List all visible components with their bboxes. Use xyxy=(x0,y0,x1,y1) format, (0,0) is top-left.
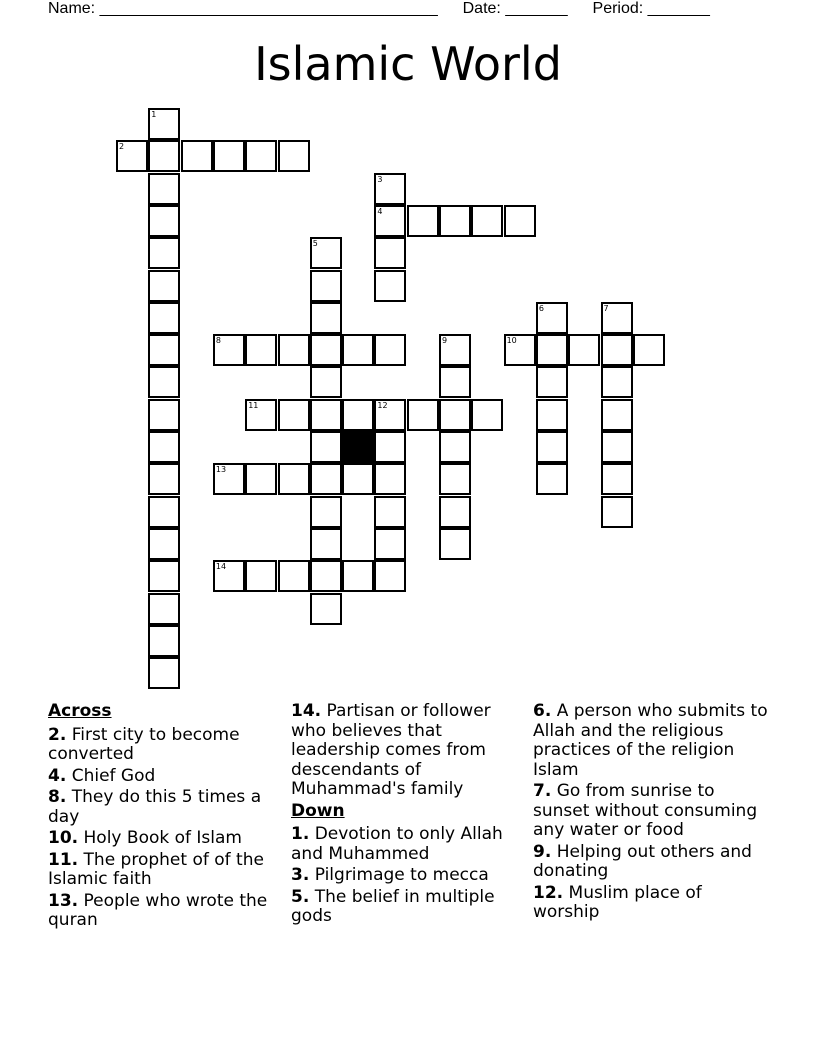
clue xyxy=(533,884,773,923)
clue-text: The prophet of of the Islamic faith xyxy=(48,849,264,889)
clue-number-label: 14. xyxy=(291,701,322,721)
clue-number-label: 2. xyxy=(48,724,67,745)
crossword-cell[interactable] xyxy=(310,270,342,302)
crossword-cell[interactable] xyxy=(601,366,633,398)
crossword-cell[interactable] xyxy=(568,334,600,366)
crossword-cell[interactable] xyxy=(310,496,342,528)
crossword-cell[interactable] xyxy=(148,496,180,528)
page-title: Islamic World xyxy=(254,37,562,91)
crossword-cell[interactable] xyxy=(148,528,180,560)
clue-number-label: 5. xyxy=(291,886,310,907)
clue xyxy=(291,702,516,800)
crossword-cell[interactable] xyxy=(310,237,342,269)
crossword-cell[interactable] xyxy=(536,399,568,431)
crossword-cell[interactable] xyxy=(439,463,471,495)
crossword-cell[interactable] xyxy=(601,496,633,528)
crossword-cell[interactable] xyxy=(278,140,310,172)
clue-number: 12 xyxy=(377,400,388,410)
clue-number-label: 12. xyxy=(533,882,564,903)
crossword-cell[interactable] xyxy=(148,463,180,495)
crossword-cell[interactable] xyxy=(374,173,406,205)
clue xyxy=(48,767,273,787)
clue-number-label: 6. xyxy=(533,701,552,721)
crossword-cell[interactable] xyxy=(278,399,310,431)
crossword-cell[interactable] xyxy=(148,334,180,366)
crossword-cell[interactable] xyxy=(374,399,406,431)
crossword-cell[interactable] xyxy=(148,302,180,334)
crossword-cell[interactable] xyxy=(148,173,180,205)
crossword-cell[interactable] xyxy=(213,463,245,495)
clue-number: 14 xyxy=(215,562,227,572)
crossword-cell[interactable] xyxy=(310,366,342,398)
clue-number: 3 xyxy=(377,174,383,184)
clue-number-label: 13. xyxy=(48,890,79,911)
crossword-cell[interactable] xyxy=(471,205,503,237)
clue-number: 7 xyxy=(603,303,609,313)
clue-text: Pilgrimage to mecca xyxy=(309,865,489,885)
clue-text: Go from sunrise to sunset without consuming any water or food xyxy=(533,781,758,840)
crossword-cell[interactable] xyxy=(439,205,471,237)
crossword-cell[interactable] xyxy=(601,334,633,366)
crossword-cell[interactable] xyxy=(245,399,277,431)
clue-text: Holy Book of Islam xyxy=(78,828,242,848)
crossword-cell[interactable] xyxy=(439,496,471,528)
crossword-cell[interactable] xyxy=(310,593,342,625)
crossword-cell[interactable] xyxy=(310,560,342,592)
clue-number-label: 7. xyxy=(533,781,552,801)
clue-number-label: 3. xyxy=(291,865,310,885)
crossword-cell[interactable] xyxy=(278,334,310,366)
clue-number: 6 xyxy=(538,303,544,313)
crossword-cell[interactable] xyxy=(148,270,180,302)
clue-number: 11 xyxy=(248,400,259,410)
crossword-cell[interactable] xyxy=(148,140,180,172)
crossword-cell[interactable] xyxy=(278,463,310,495)
clue-text: Muslim place of worship xyxy=(533,882,702,922)
crossword-cell[interactable] xyxy=(213,140,245,172)
crossword-cell[interactable] xyxy=(148,593,180,625)
crossword-cell[interactable] xyxy=(342,334,374,366)
crossword-cell[interactable] xyxy=(148,399,180,431)
crossword-cell[interactable] xyxy=(439,366,471,398)
clues-column-3 xyxy=(533,702,773,925)
crossword-cell[interactable] xyxy=(342,399,374,431)
clue xyxy=(291,825,516,864)
crossword-cell[interactable] xyxy=(374,528,406,560)
across-clue-list-continued xyxy=(291,702,516,800)
crossword-cell[interactable] xyxy=(601,399,633,431)
crossword-cell[interactable] xyxy=(439,528,471,560)
crossword-cell[interactable] xyxy=(407,399,439,431)
crossword-cell[interactable] xyxy=(116,140,148,172)
crossword-cell[interactable] xyxy=(536,366,568,398)
worksheet-header xyxy=(48,0,710,18)
crossword-cell[interactable] xyxy=(342,560,374,592)
clue-text: Helping out others and donating xyxy=(533,841,752,881)
clue-number-label: 11. xyxy=(48,849,79,870)
crossword-cell[interactable] xyxy=(374,560,406,592)
crossword-cell[interactable] xyxy=(181,140,213,172)
crossword-cell[interactable] xyxy=(310,431,342,463)
clue xyxy=(533,782,773,841)
crossword-cell[interactable] xyxy=(342,463,374,495)
crossword-cell[interactable] xyxy=(245,334,277,366)
crossword-cell[interactable] xyxy=(471,399,503,431)
across-heading: Across xyxy=(48,701,112,721)
clue-number: 2 xyxy=(119,142,125,152)
crossword-cell[interactable] xyxy=(439,334,471,366)
crossword-cell[interactable] xyxy=(148,237,180,269)
clue xyxy=(533,702,773,780)
clue xyxy=(48,829,273,849)
down-clue-list xyxy=(291,825,516,927)
crossword-cell[interactable] xyxy=(310,463,342,495)
crossword-cell[interactable] xyxy=(310,302,342,334)
clue-text: A person who submits to Allah and the religious practices of the religion Islam xyxy=(533,701,768,780)
clue-number-label: 4. xyxy=(48,765,67,786)
crossword-cell[interactable] xyxy=(374,334,406,366)
crossword-cell[interactable] xyxy=(245,140,277,172)
clue xyxy=(291,866,516,886)
clue-number: 9 xyxy=(442,336,448,346)
clue-text: First city to become converted xyxy=(48,724,240,764)
crossword-cell[interactable] xyxy=(374,463,406,495)
crossword-cell[interactable] xyxy=(536,463,568,495)
clue-number: 10 xyxy=(506,336,517,346)
crossword-cell[interactable] xyxy=(148,108,180,140)
across-clue-list xyxy=(48,726,273,931)
crossword-block xyxy=(342,431,374,463)
crossword-cell[interactable] xyxy=(148,625,180,657)
clue xyxy=(48,892,273,931)
crossword-cell[interactable] xyxy=(278,560,310,592)
clue-number-label: 8. xyxy=(48,787,67,807)
clue xyxy=(48,788,273,827)
clue-text: The belief in multiple gods xyxy=(291,886,495,926)
clue xyxy=(291,888,516,927)
clue-text: People who wrote the quran xyxy=(48,890,268,930)
crossword-grid xyxy=(117,109,669,693)
name-field-label: Name: ______________________________________ xyxy=(48,0,438,17)
crossword-cell[interactable] xyxy=(245,560,277,592)
crossword-cell[interactable] xyxy=(439,431,471,463)
crossword-cell[interactable] xyxy=(148,431,180,463)
crossword-cell[interactable] xyxy=(633,334,665,366)
clue-number-label: 10. xyxy=(48,828,79,848)
clue-number: 5 xyxy=(312,239,318,249)
crossword-cell[interactable] xyxy=(439,399,471,431)
crossword-cell[interactable] xyxy=(310,528,342,560)
clue-number: 13 xyxy=(215,465,227,475)
clue-number: 8 xyxy=(215,336,221,346)
crossword-cell[interactable] xyxy=(374,205,406,237)
period-field-label: Period: _______ xyxy=(592,0,710,17)
clue-text: They do this 5 times a day xyxy=(48,787,262,827)
clue xyxy=(48,726,273,765)
clue-text: Chief God xyxy=(66,765,156,786)
clue-number-label: 9. xyxy=(533,841,552,862)
crossword-cell[interactable] xyxy=(148,657,180,689)
down-heading: Down xyxy=(291,800,345,821)
crossword-cell[interactable] xyxy=(407,205,439,237)
clue-text: Partisan or follower who believes that leadership comes from descendants of Muhammad's family xyxy=(291,701,491,799)
crossword-cell[interactable] xyxy=(504,334,536,366)
clue-number: 1 xyxy=(151,110,157,119)
crossword-cell[interactable] xyxy=(374,237,406,269)
crossword-cell[interactable] xyxy=(148,560,180,592)
crossword-cell[interactable] xyxy=(213,334,245,366)
clue xyxy=(48,851,273,890)
crossword-cell[interactable] xyxy=(374,270,406,302)
crossword-cell[interactable] xyxy=(601,463,633,495)
crossword-cell[interactable] xyxy=(213,560,245,592)
crossword-cell[interactable] xyxy=(536,334,568,366)
crossword-cell[interactable] xyxy=(601,302,633,334)
crossword-cell[interactable] xyxy=(374,431,406,463)
crossword-cell[interactable] xyxy=(245,463,277,495)
clues-column-1 xyxy=(48,702,273,933)
clue-number-label: 1. xyxy=(291,824,310,844)
crossword-cell[interactable] xyxy=(536,302,568,334)
date-field-label: Date: _______ xyxy=(462,0,568,17)
down-clue-list-continued xyxy=(533,702,773,923)
clues-column-2 xyxy=(291,702,516,929)
crossword-cell[interactable] xyxy=(310,334,342,366)
crossword-cell[interactable] xyxy=(374,496,406,528)
crossword-cell[interactable] xyxy=(504,205,536,237)
crossword-cell[interactable] xyxy=(310,399,342,431)
crossword-cell[interactable] xyxy=(601,431,633,463)
crossword-cell[interactable] xyxy=(148,366,180,398)
crossword-cell[interactable] xyxy=(148,205,180,237)
clue-text: Devotion to only Allah and Muhammed xyxy=(291,824,503,864)
crossword-cell[interactable] xyxy=(536,431,568,463)
clue-number: 4 xyxy=(377,206,383,216)
clue xyxy=(533,843,773,882)
